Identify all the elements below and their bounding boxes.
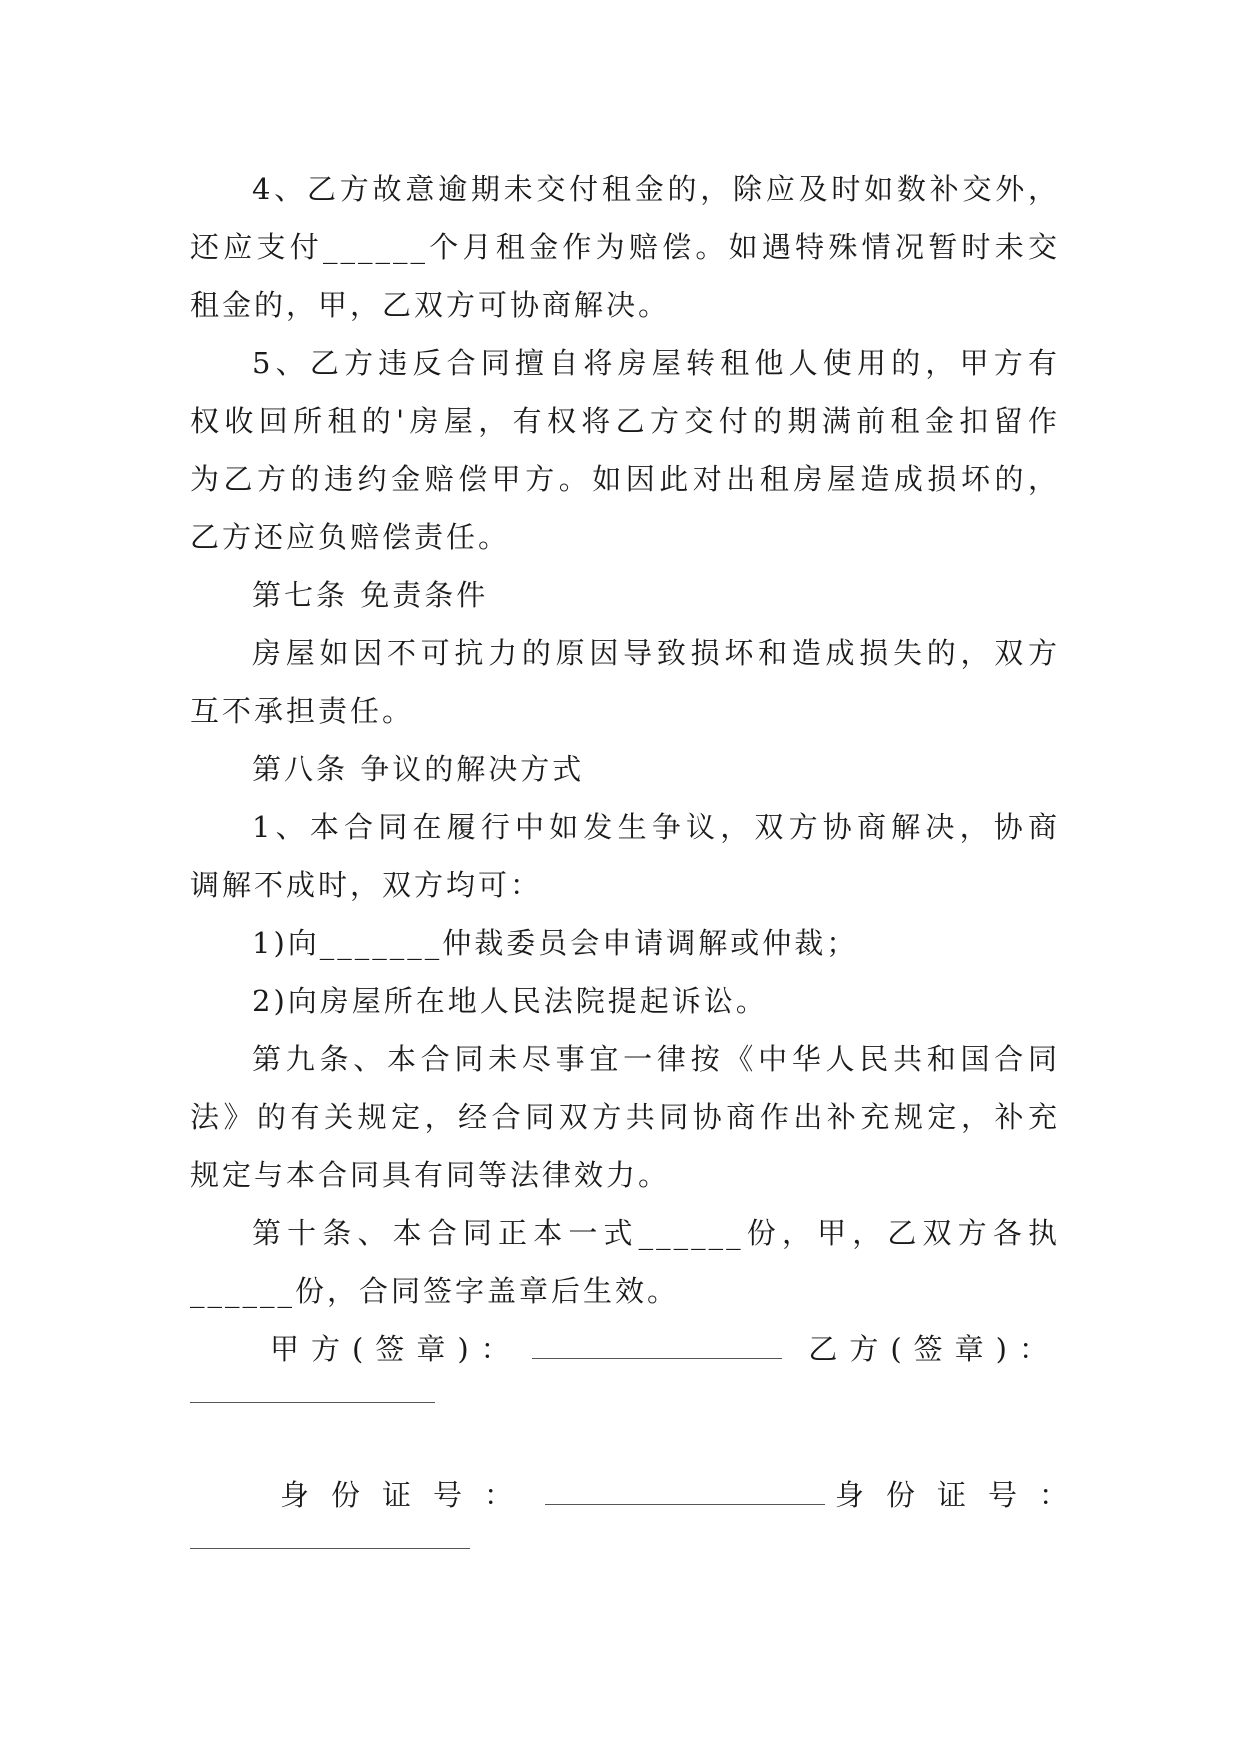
id-number-row [190,1466,1091,1524]
party-b-signature-blank [190,1402,435,1403]
article-8-item-2: 2)向房屋所在地人民法院提起诉讼。 [252,984,768,1018]
article-8-item-1: 1)向_______仲裁委员会申请调解或仲裁； [252,926,859,960]
party-a-id-blank [545,1503,825,1505]
article-9-line-3: 规定与本合同具有同等法律效力。 [190,1158,671,1192]
clause-4-line-2: 还应支付______个月租金作为赔偿。如遇特殊情况暂时未交 [190,230,1060,264]
article-8-line-2: 调解不成时，双方均可： [190,868,543,902]
article-7-line-2: 互不承担责任。 [190,694,415,728]
clause-4-line-3: 租金的，甲，乙双方可协商解决。 [190,288,671,322]
party-a-id-label: 身份证号： [280,1478,536,1512]
party-a-signature-label: 甲方(签章)： [270,1332,522,1366]
document-body [190,160,1091,1582]
clause-4-line-1: 4、乙方故意逾期未交付租金的，除应及时如数补交外， [252,172,1060,206]
article-8-line-1: 1、本合同在履行中如发生争议，双方协商解决，协商 [252,810,1060,844]
article-10-line-2: ______份，合同签字盖章后生效。 [190,1274,680,1308]
article-10-line-1: 第十条、本合同正本一式______份，甲，乙双方各执 [252,1216,1060,1250]
clause-5-line-1: 5、乙方违反合同擅自将房屋转租他人使用的，甲方有 [252,346,1060,380]
article-9-line-2: 法》的有关规定，经合同双方共同协商作出补充规定，补充 [190,1100,1060,1134]
article-7-line-1: 房屋如因不可抗力的原因导致损坏和造成损失的，双方 [252,636,1060,670]
signature-row [190,1320,1060,1378]
party-a-signature-blank [532,1357,782,1359]
article-7-heading: 第七条 免责条件 [252,578,489,612]
party-b-id-blank-row [190,1524,1060,1582]
article-8-heading: 第八条 争议的解决方式 [252,752,585,786]
party-b-id-blank [190,1548,470,1549]
clause-5-line-2: 权收回所租的'房屋，有权将乙方交付的期满前租金扣留作 [190,404,1060,438]
party-b-signature-blank-row [190,1378,1060,1436]
article-9-line-1: 第九条、本合同未尽事宜一律按《中华人民共和国合同 [252,1042,1060,1076]
clause-5-line-3: 为乙方的违约金赔偿甲方。如因此对出租房屋造成损坏的， [190,462,1060,496]
party-b-signature-label: 乙方(签章)： [808,1332,1060,1366]
party-b-id-label: 身份证号： [835,1478,1091,1512]
clause-5-line-4: 乙方还应负赔偿责任。 [190,520,511,554]
